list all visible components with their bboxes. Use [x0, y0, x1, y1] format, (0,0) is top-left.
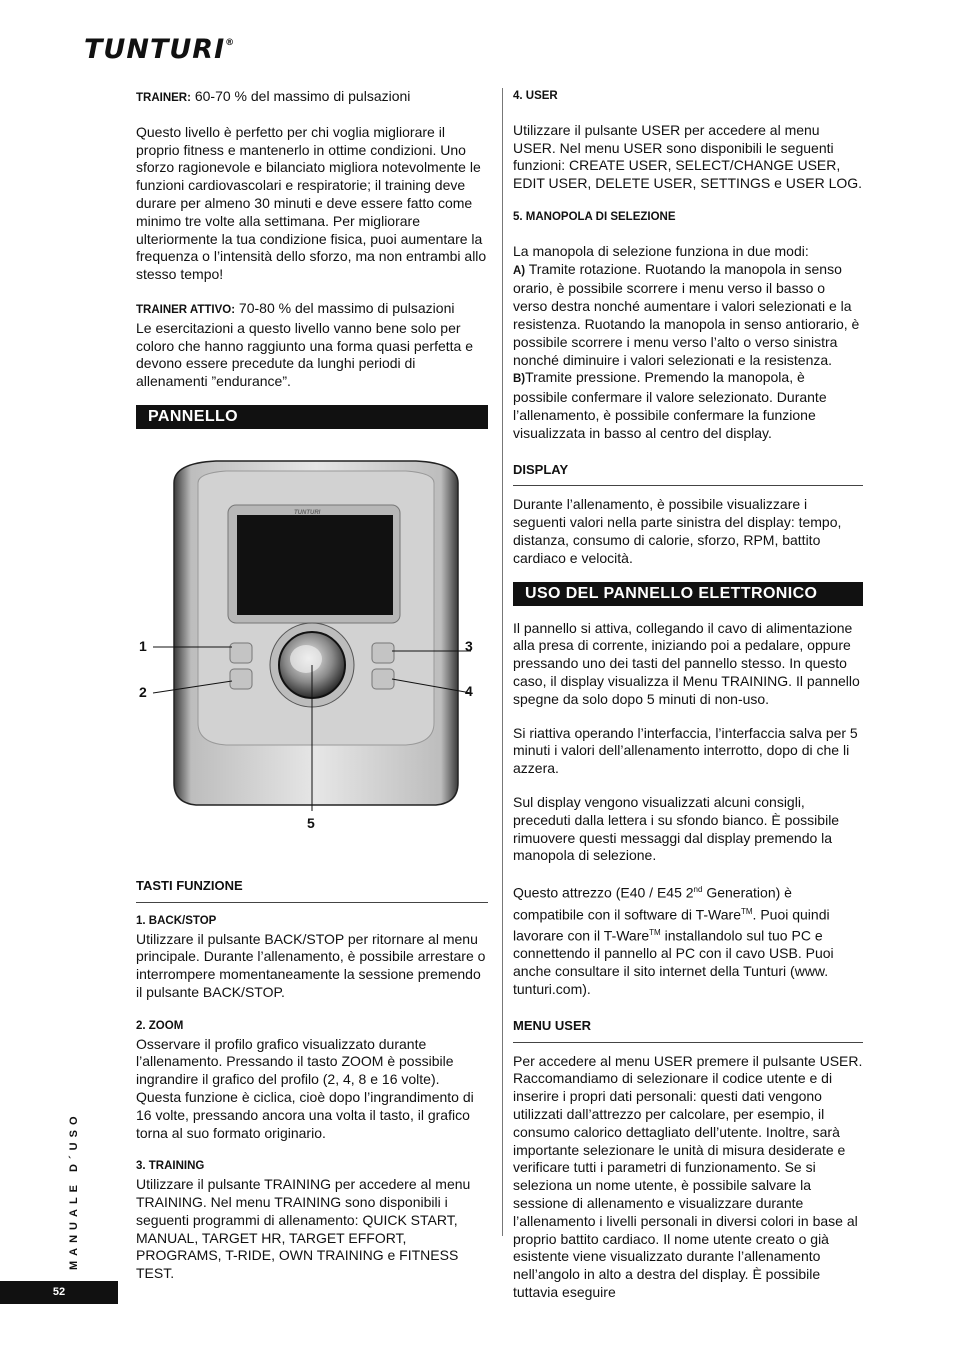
callout-3: 3	[465, 637, 473, 654]
trainer-value: 60-70 % del massimo di pulsazioni	[190, 88, 411, 104]
attivo-heading-line	[136, 300, 488, 320]
manopola-mode-a	[513, 261, 863, 370]
uso-p4-sup-nd: nd	[693, 885, 703, 895]
device-brand: TUNTURI	[294, 509, 321, 516]
uso-paragraph-2: Si riattiva operando l’interfaccia, l’interfaccia salva per 5 minuti i valori dell’allenamento interrotto, dopo di che li azzera.	[513, 724, 858, 777]
back-stop-text: Utilizzare il pulsante BACK/STOP per ritornare al menu principale. Durante l’allenamento, è possibile arrestare o interrompere momentaneamente la sessione premendo il pulsante BACK/STOP.	[136, 930, 486, 1000]
manopola-intro: La manopola di selezione funziona in due modi:	[513, 242, 809, 259]
user-title: 4. USER	[513, 90, 558, 102]
menu-user-text: Per accedere al menu USER premere il pulsante USER. Raccomandiamo di selezionare il codice utente e di inserire i propri dati personali: questi dati vengono utilizzati dall’attrezzo per calcolare, per esempio, il consumo calorico dettagliato dell’utente. Inoltre, sarà importante selezionare le unità di misura desiderate e verificare tutti i parametri di funzionamento. Se si seleziona un nome utente, è possibile salvare la sessione di allenamento e visualizzare durante l’allenamento i livelli personali in diversi colori in base al proprio battito cardiaco. Il nome utente creato o già esistente viene visualizzato durante l’allenamento nell’angolo in alto a destra del display. È possibile tuttavia eseguire	[513, 1052, 863, 1300]
training-text: Utilizzare il pulsante TRAINING per accedere al menu TRAINING. Nel menu TRAINING sono disponibili i seguenti programmi di allenamento: QUICK START, MANUAL, TARGET HR, TARGET EFFORT, PROGRAMS, T-RIDE, OWN TRAINING e FITNESS TEST.	[136, 1176, 471, 1282]
manual-side-label: MANUALE D´USO	[68, 1111, 80, 1270]
left-column	[136, 88, 488, 1299]
registered-mark: ®	[225, 38, 236, 48]
uso-p4-part-b: Generation) è compatibile con il software di T-Ware	[513, 884, 792, 923]
zoom-button	[230, 669, 252, 689]
right-column	[513, 88, 863, 1318]
display-title: DISPLAY	[513, 461, 863, 487]
uso-p4-part-c: . Puoi quindi lavorare con il T-Ware	[513, 906, 830, 944]
uso-paragraph-3: Sul display vengono visualizzati alcuni consigli, preceduti dalla lettera i su sfondo bianco. È possibile rimuovere questi messaggi dal display premendo la manopola di selezione.	[513, 793, 840, 864]
brand-logo-text: TUNTURI	[84, 34, 226, 65]
console-illustration	[136, 443, 488, 873]
callout-1: 1	[139, 637, 147, 654]
menu-user-title: MENU USER	[513, 1017, 863, 1043]
user-button	[372, 669, 394, 689]
training-title: 3. TRAINING	[136, 1160, 205, 1173]
uso-paragraph-4	[513, 881, 863, 999]
callout-4: 4	[465, 682, 473, 699]
attivo-value: 70-80 % del massimo di pulsazioni	[235, 299, 455, 316]
uso-p4-part-a: Questo attrezzo (E40 / E45 2	[513, 884, 694, 901]
callout-5: 5	[307, 814, 315, 831]
page-number: 52	[0, 1281, 118, 1304]
pannello-section-title: PANNELLO	[136, 405, 488, 429]
mode-b-label: B)	[513, 373, 526, 386]
trainer-heading-line	[136, 88, 488, 108]
back-stop-button	[230, 643, 252, 663]
trainer-label: TRAINER:	[136, 92, 191, 104]
display-text: Durante l’allenamento, è possibile visualizzare i seguenti valori nella parte sinistra del display: tempo, distanza, consumo di calorie, sforzo, RPM, battito cardiaco e velocità.	[513, 496, 842, 566]
user-text: Utilizzare il pulsante USER per accedere al menu USER. Nel menu USER sono disponibili le seguenti funzioni: CREATE USER, SELECT/CHANGE USER, EDIT USER, DELETE USER, SETTINGS e USER LOG.	[513, 121, 863, 192]
callout-2: 2	[139, 683, 147, 700]
uso-p4-part-d: installandolo sul tuo PC e connettendo il pannello al PC con il cavo USB. Puoi anche consultare il sito internet della Tunturi (www. tunturi.com).	[513, 927, 834, 998]
zoom-title: 2. ZOOM	[136, 1019, 184, 1032]
mode-a-text: Tramite rotazione. Ruotando la manopola in senso orario, è possibile scorrere i menu verso il basso o verso destra nonché aumentare i valori selezionati e la resistenza. Ruotando la manopola in senso antiorario, è possibile scorrere i menu verso l’alto o verso sinistra nonché diminuire i valori selezionati e la resistenza.	[513, 260, 860, 368]
mode-a-label: A)	[513, 264, 526, 277]
uso-paragraph-1: Il pannello si attiva, collegando il cavo di alimentazione alla presa di corrente, iniziando poi a pedalare, oppure pressando uno dei tasti del pannello stesso. In questo caso, il display visualizza il Menu TRAINING. Il pannello spegne da solo dopo 5 minuti di non-uso.	[513, 619, 860, 707]
uso-section-title: USO DEL PANNELLO ELETTRONICO	[513, 582, 863, 606]
training-button	[372, 643, 394, 663]
brand-logo	[84, 34, 235, 65]
back-stop-title: 1. BACK/STOP	[136, 914, 217, 927]
mode-b-text: Tramite pressione. Premendo la manopola, è possibile confermare il valore selezionato. Durante l’allenamento, è possibile confermare la funzione visualizzata in basso al centro del display.	[513, 369, 827, 441]
column-divider	[502, 88, 503, 1236]
zoom-text: Osservare il profilo grafico visualizzato durante l’allenamento. Pressando il tasto ZOOM è possibile ingrandire il grafico del profilo (2, 4, 8 e 16 volte). Questa funzione è ciclica, cioè dopo l’ingrandimento di 16 volte, pressando ancora una volta il tasto, il grafico torna al suo formato originario.	[136, 1035, 474, 1141]
uso-p4-sup-tm-1: TM	[740, 906, 753, 916]
console-display	[237, 515, 393, 615]
attivo-text: Le esercitazioni a questo livello vanno bene solo per coloro che hanno raggiunto una forma quasi perfetta e devono essere precedute da lunghi periodi di allenamenti ”endurance”.	[136, 319, 474, 390]
uso-p4-sup-tm-2: TM	[649, 928, 661, 937]
tasti-funzione-title: TASTI FUNZIONE	[136, 877, 488, 903]
attivo-label: TRAINER ATTIVO:	[136, 303, 236, 316]
trainer-text: Questo livello è perfetto per chi voglia migliorare il proprio fitness e mantenerlo in ottime condizioni. Uno sforzo ragionevole e bilanciato migliora notevolmente le funzioni cardiovascolari e respiratorie; il training deve durare per almeno 30 minuti e deve essere fatto come minimo tre volte alla settimana. Per migliorare ulteriormente la tua condizione fisica, puoi aumentare la frequenza o l’intensità dello sforzo, ma non entrambi allo stesso tempo!	[136, 123, 487, 283]
manopola-mode-b	[513, 369, 863, 442]
manopola-title: 5. MANOPOLA DI SELEZIONE	[513, 210, 676, 223]
